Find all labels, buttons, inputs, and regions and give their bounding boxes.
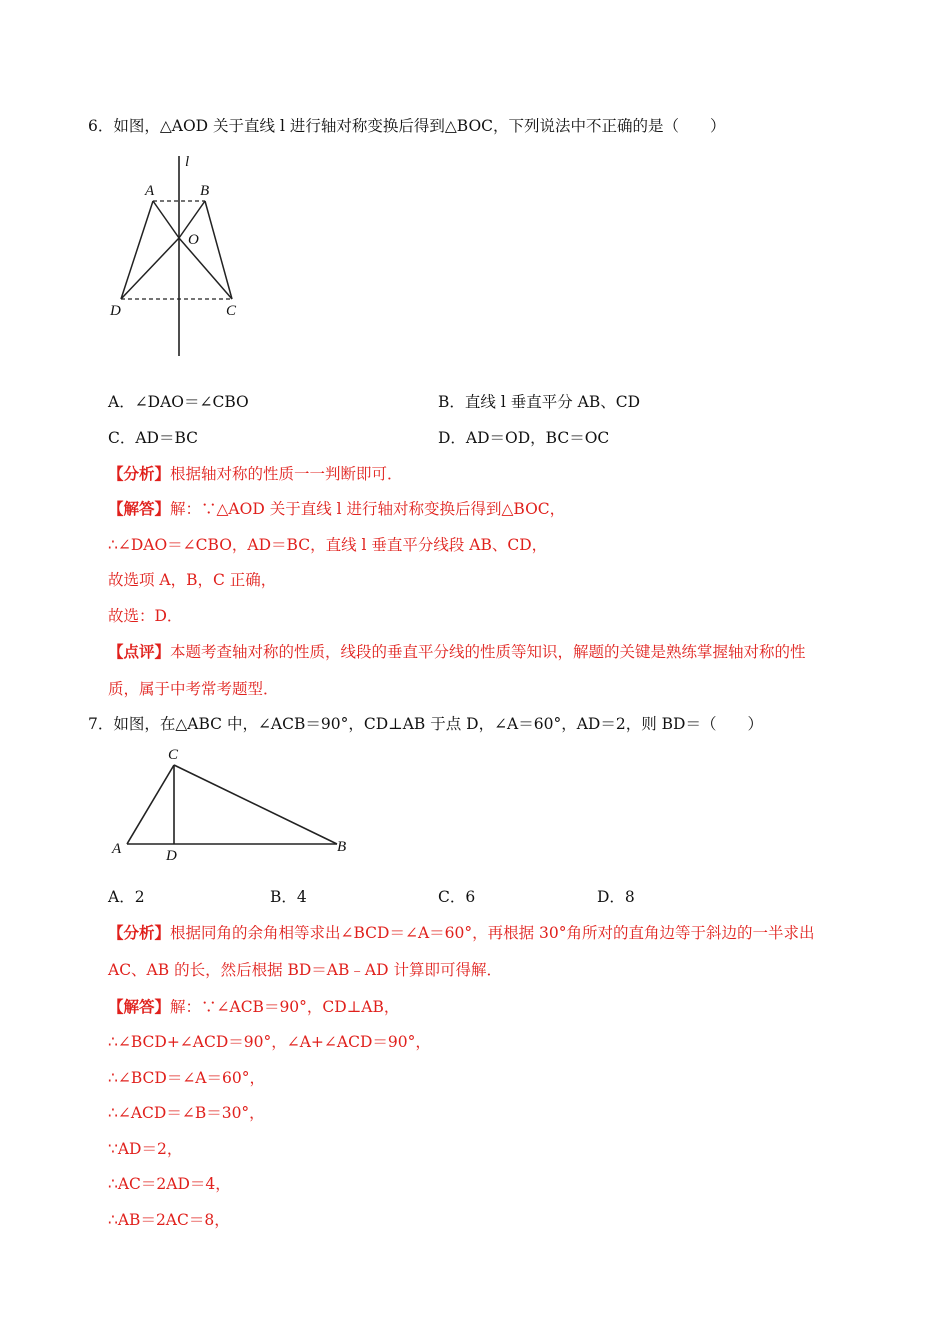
label-o: O	[188, 232, 199, 248]
label-b: B	[337, 839, 347, 855]
label-c: C	[226, 303, 237, 319]
analysis-text: 根据轴对称的性质一一判断即可．	[170, 465, 403, 483]
analysis-tag: 【分析】	[108, 464, 171, 483]
analysis-tag: 【分析】	[108, 923, 171, 942]
q7-answer-line-7: ∴AB＝2AC＝8，	[108, 1211, 230, 1229]
answer-text: 解：∵△AOD 关于直线 l 进行轴对称变换后得到△BOC，	[170, 500, 566, 518]
answer-tag: 【解答】	[108, 997, 171, 1016]
q6-comment-line-2: 质，属于中考常考题型．	[108, 680, 279, 698]
q7-answer-line-6: ∴AC＝2AD＝4，	[108, 1175, 231, 1193]
q7-answer-line-3: ∴∠BCD＝∠A＝60°，	[108, 1069, 265, 1087]
q6-answer-line-4: 故选：D．	[108, 607, 183, 625]
label-c: C	[168, 747, 179, 763]
q7-option-b: B．4	[270, 888, 307, 906]
q6-option-d: D．AD＝OD，BC＝OC	[438, 429, 610, 447]
q7-option-a: A．2	[108, 888, 145, 906]
q7-answer-line-1	[108, 997, 399, 1017]
q7-stem: 7．如图，在△ABC 中，∠ACB＝90°，CD⊥AB 于点 D，∠A＝60°，AD＝2，则 BD＝（ ）	[88, 715, 763, 733]
label-d: D	[110, 303, 121, 319]
q6-answer-line-3: 故选项 A，B，C 正确，	[108, 571, 277, 589]
segment-ac	[127, 765, 174, 844]
answer-tag: 【解答】	[108, 499, 171, 518]
comment-text: 本题考查轴对称的性质，线段的垂直平分线的性质等知识，解题的关键是熟练掌握轴对称的性	[170, 643, 806, 661]
answer-text: 解：∵∠ACB＝90°，CD⊥AB，	[170, 998, 400, 1016]
q7-figure	[105, 742, 355, 867]
q7-answer-line-4: ∴∠ACD＝∠B＝30°，	[108, 1104, 265, 1122]
q7-option-c: C．6	[438, 888, 476, 906]
q6-analysis	[108, 464, 403, 484]
q6-stem: 6．如图，△AOD 关于直线 l 进行轴对称变换后得到△BOC，下列说法中不正确的是（ ）	[88, 117, 726, 135]
q7-option-d: D．8	[597, 888, 635, 906]
segment-ad	[121, 201, 153, 299]
label-a: A	[145, 183, 155, 199]
q6-answer-line-2: ∴∠DAO＝∠CBO，AD＝BC，直线 l 垂直平分线段 AB、CD，	[108, 536, 548, 554]
label-a: A	[112, 841, 122, 857]
segment-od	[121, 238, 179, 299]
q6-option-c: C．AD＝BC	[108, 429, 199, 447]
segment-ao	[153, 201, 179, 238]
q6-answer-line-1	[108, 499, 565, 519]
q7-analysis-line-1	[108, 923, 815, 943]
q6-option-a: A．∠DAO＝∠CBO	[108, 393, 249, 411]
q6-comment-line-1	[108, 642, 806, 662]
comment-tag: 【点评】	[108, 642, 171, 661]
q7-analysis-line-2: AC、AB 的长，然后根据 BD＝AB﹣AD 计算即可得解．	[108, 961, 502, 979]
q6-option-b: B．直线 l 垂直平分 AB、CD	[438, 393, 641, 411]
segment-cb	[174, 765, 337, 844]
q6-figure	[100, 148, 250, 358]
label-d: D	[166, 848, 177, 864]
label-b: B	[200, 183, 210, 199]
q7-answer-line-5: ∵AD＝2，	[108, 1140, 183, 1158]
label-l: l	[185, 154, 190, 170]
analysis-text: 根据同角的余角相等求出∠BCD＝∠A＝60°，再根据 30°角所对的直角边等于斜边的一半求出	[170, 924, 815, 942]
q7-answer-line-2: ∴∠BCD+∠ACD＝90°，∠A+∠ACD＝90°，	[108, 1033, 431, 1051]
